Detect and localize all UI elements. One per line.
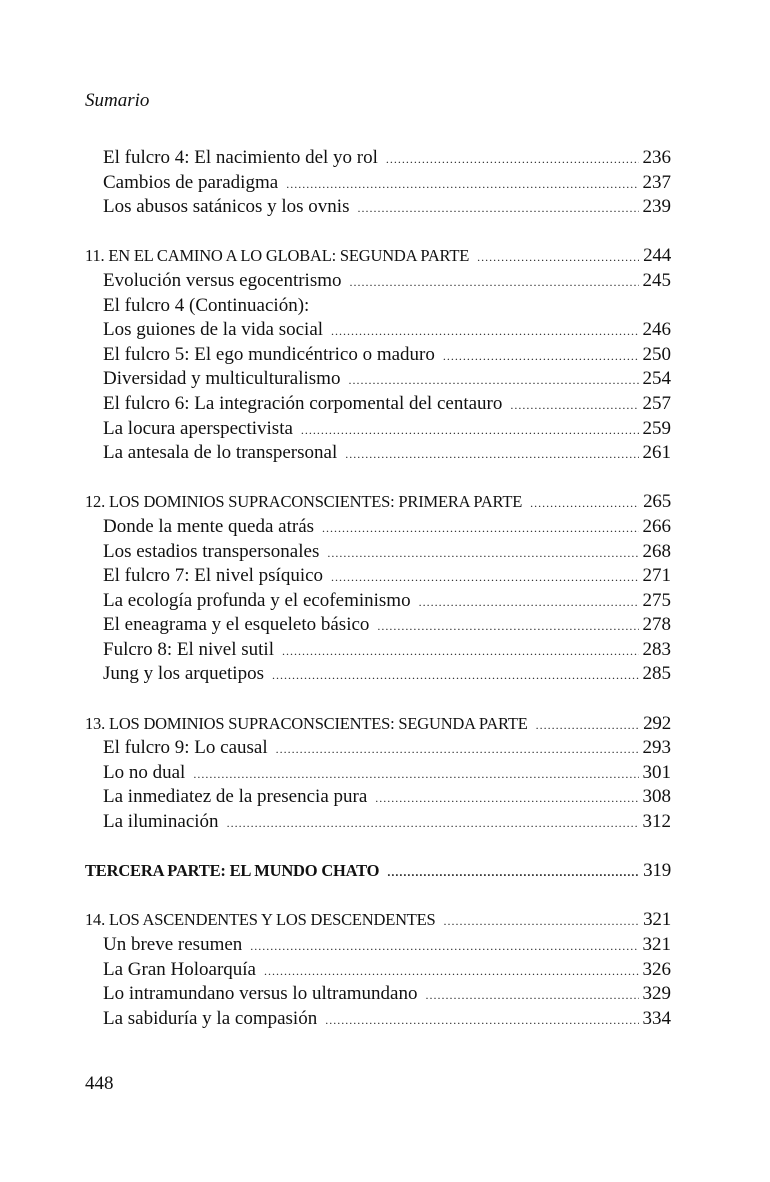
toc-entry-title: Los estadios transpersonales [103,540,320,562]
toc-entry-page: 301 [642,761,671,783]
chapter-page: 244 [643,245,671,267]
table-of-contents [85,146,671,1031]
dot-leader [282,639,639,664]
toc-entry-title: Evolución versus egocentrismo [103,269,342,291]
part-title: TERCERA PARTE: EL MUNDO CHATO [85,861,380,881]
dot-leader [426,983,639,1008]
toc-entry-page: 250 [642,343,671,365]
toc-entry-title: El fulcro 4: El nacimiento del yo rol [103,147,378,168]
dot-leader [301,418,639,443]
toc-entry-title: El eneagrama y el esqueleto básico [103,614,370,636]
toc-entry-page: 271 [642,565,671,587]
dot-leader [331,319,638,344]
spacer [85,884,671,909]
page-number: 448 [85,1073,114,1094]
spacer [85,220,671,245]
dot-leader [444,909,640,934]
toc-entry [85,982,671,1007]
toc-entry-title: La antesala de lo transpersonal [103,442,338,464]
dot-leader [193,762,638,787]
toc-entry-title: El fulcro 9: Lo causal [103,737,268,759]
toc-entry-title: Jung y los arquetipos [103,663,264,685]
toc-entry [85,736,671,761]
toc-entry-page: 326 [642,958,671,980]
toc-entry [85,392,671,417]
toc-entry-title: El fulcro 4 (Continuación): [103,294,310,316]
toc-chapter-13 [85,712,671,737]
toc-entry [85,933,671,958]
toc-entry [85,195,671,220]
part-page: 319 [643,860,671,882]
toc-entry-page: 321 [642,934,671,955]
toc-entry-title: Lo intramundano versus lo ultramundano [103,983,418,1005]
dot-leader [286,172,638,197]
toc-entry-title: El fulcro 5: El ego mundicéntrico o maduro [103,343,435,365]
toc-entry-page: 334 [642,1007,671,1029]
toc-entry-page: 268 [642,540,671,562]
dot-leader [322,516,638,541]
dot-leader [350,270,639,295]
toc-entry [85,171,671,196]
toc-entry-title: La ecología profunda y el ecofeminismo [103,589,411,611]
toc-entry-page: 257 [642,392,671,414]
dot-leader [272,663,639,688]
toc-entry-page: 259 [642,417,671,439]
toc-entry [85,810,671,835]
dot-leader [386,147,639,172]
toc-entry [85,958,671,983]
toc-entry-title: La locura aperspectivista [103,417,293,439]
toc-entry-page: 275 [642,589,671,611]
toc-entry [85,515,671,540]
dot-leader [510,393,638,418]
toc-chapter-11 [85,244,671,269]
toc-entry-title: Cambios de paradigma [103,171,279,193]
toc-entry-title: Lo no dual [103,761,186,783]
chapter-title: 13. LOS DOMINIOS SUPRACONSCIENTES: SEGUNDA PARTE [85,713,528,733]
toc-entry-title: La iluminación [103,811,219,833]
toc-entry [85,1007,671,1032]
toc-entry-title: Donde la mente queda atrás [103,515,315,537]
toc-entry-title: El fulcro 6: La integración corpomental del centauro [103,392,503,414]
toc-entry [85,294,671,319]
dot-leader [264,959,639,984]
toc-entry-title: Los guiones de la vida social [103,319,324,341]
toc-entry-page: 236 [642,147,671,168]
toc-entry [85,146,671,171]
toc-entry-page: 283 [642,638,671,660]
dot-leader [375,786,638,811]
toc-entry [85,269,671,294]
dot-leader [250,934,638,959]
running-head: Sumario [85,90,150,111]
toc-entry [85,638,671,663]
dot-leader [345,442,638,467]
toc-entry-title: Fulcro 8: El nivel sutil [103,638,274,660]
toc-entry-title: La inmediatez de la presencia pura [103,786,368,808]
spacer [85,687,671,712]
dot-leader [443,344,639,369]
dot-leader [227,811,639,836]
chapter-page: 265 [643,491,671,513]
toc-entry [85,564,671,589]
toc-entry-title: La Gran Holoarquía [103,958,256,980]
toc-entry [85,441,671,466]
toc-entry [85,343,671,368]
dot-leader [419,590,639,615]
dot-leader [387,860,639,885]
toc-entry-page: 266 [642,515,671,537]
dot-leader [357,196,638,221]
toc-entry-page: 329 [642,983,671,1005]
toc-entry [85,367,671,392]
chapter-title: 14. LOS ASCENDENTES Y LOS DESCENDENTES [85,910,436,930]
toc-entry [85,589,671,614]
toc-part-3 [85,859,671,884]
toc-entry-page: 239 [642,196,671,218]
toc-entry-page: 245 [642,269,671,291]
spacer [85,466,671,491]
dot-leader [331,565,638,590]
dot-leader [536,713,639,738]
toc-entry-page: 312 [642,811,671,833]
toc-entry [85,540,671,565]
chapter-page: 292 [643,712,671,734]
dot-leader [276,737,639,762]
chapter-title: 11. EN EL CAMINO A LO GLOBAL: SEGUNDA PARTE [85,246,470,266]
toc-entry-title: Diversidad y multiculturalismo [103,368,341,390]
toc-entry-title: Un breve resumen [103,934,243,955]
toc-entry-title: Los abusos satánicos y los ovnis [103,196,350,218]
chapter-page: 321 [643,909,671,931]
toc-entry-page: 254 [642,368,671,390]
toc-entry-page: 308 [642,786,671,808]
toc-entry [85,318,671,343]
toc-entry-title: La sabiduría y la compasión [103,1007,318,1029]
toc-entry-page: 246 [642,319,671,341]
toc-entry [85,613,671,638]
toc-entry-page: 237 [642,171,671,193]
toc-entry-page: 285 [642,663,671,685]
toc-chapter-12 [85,490,671,515]
toc-entry-page: 293 [642,737,671,759]
dot-leader [377,614,638,639]
dot-leader [348,368,638,393]
toc-entry [85,417,671,442]
toc-entry [85,761,671,786]
toc-entry [85,785,671,810]
chapter-title: 12. LOS DOMINIOS SUPRACONSCIENTES: PRIMERA PARTE [85,492,523,512]
spacer [85,835,671,860]
dot-leader [325,1008,638,1033]
toc-entry-title: El fulcro 7: El nivel psíquico [103,565,324,587]
toc-chapter-14 [85,908,671,933]
toc-entry-page: 278 [642,614,671,636]
toc-entry-page: 261 [642,442,671,464]
dot-leader [477,245,639,270]
toc-entry [85,662,671,687]
dot-leader [530,491,639,516]
dot-leader [327,541,638,566]
